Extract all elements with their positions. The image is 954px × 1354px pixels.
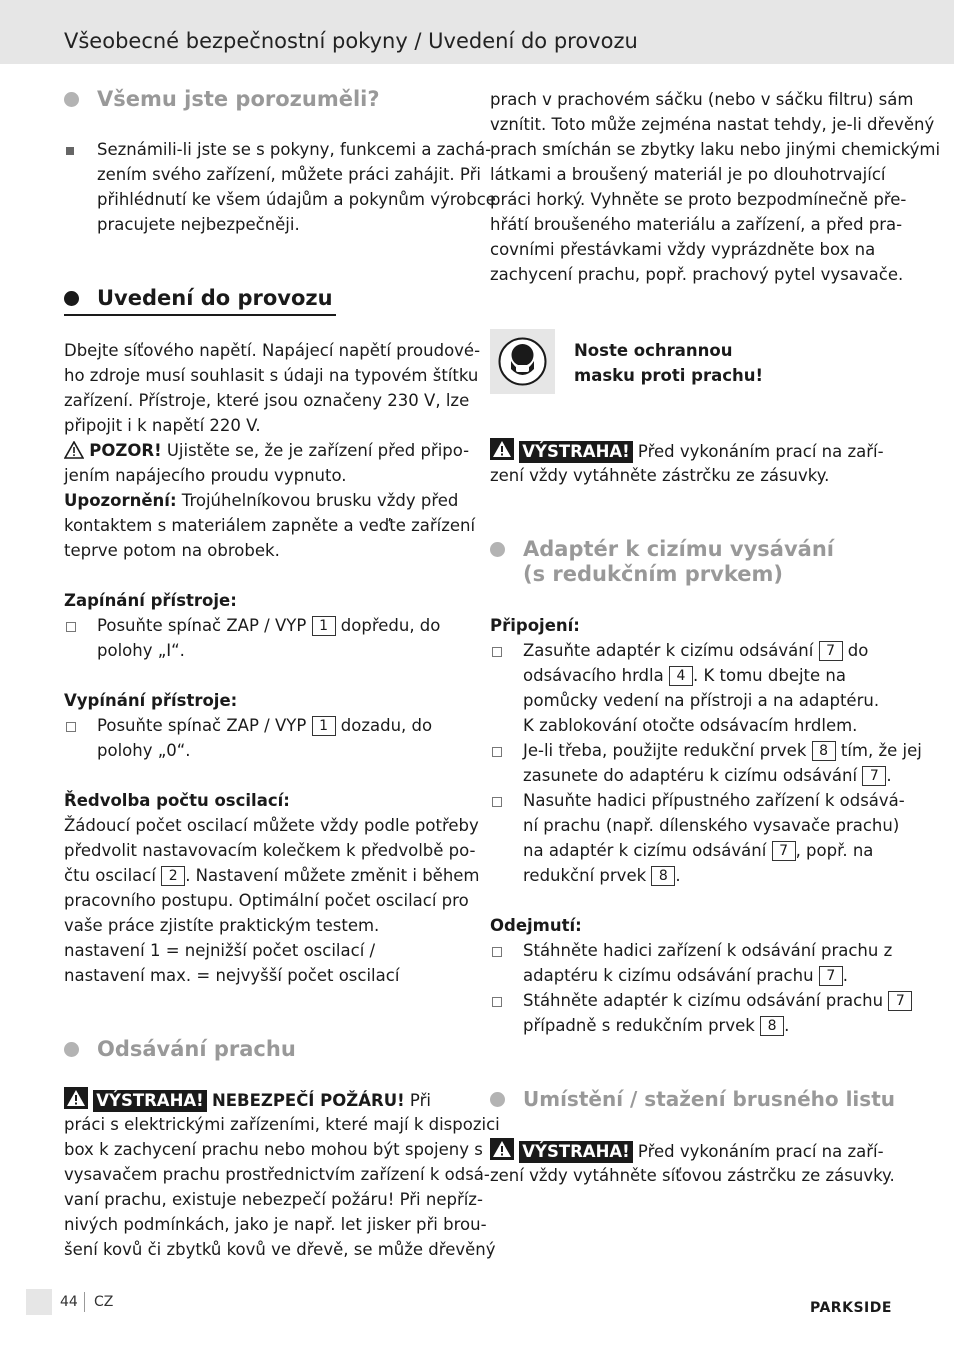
- subheading-switch-off: Vypínání přístroje:: [64, 691, 238, 710]
- checkbox-bullet-icon: [492, 997, 502, 1007]
- language-code: CZ: [94, 1294, 114, 1310]
- text-line: zení vždy vytáhněte zástrčku ze zásuvky.: [490, 466, 830, 485]
- bullet-dot-icon: [64, 291, 79, 306]
- text-line: nastavení 1 = nejnižší počet oscilací /: [64, 941, 376, 960]
- page-header: [0, 0, 954, 64]
- note-label: Upozornění:: [64, 491, 177, 510]
- warning-triangle-icon: [490, 1138, 514, 1160]
- checkbox-bullet-icon: [66, 722, 76, 732]
- text-line: pracovního postupu. Optimální počet oscilací pro: [64, 891, 469, 910]
- text-line: Dbejte síťového napětí. Napájecí napětí proudové-: [64, 341, 481, 360]
- text-line: Stáhněte adaptér k cizímu odsávání prachu 7: [523, 988, 912, 1013]
- text-line: vysavačem prachu prostřednictvím zařízení k odsá-: [64, 1165, 490, 1184]
- warning-badge: VÝSTRAHA!: [519, 441, 632, 463]
- text-line: předvolit nastavovacím kolečkem k předvolbě po-: [64, 841, 476, 860]
- subheading-connect: Připojení:: [490, 616, 580, 635]
- text-line: vznítit. Toto může zejména nastat tehdy, je-li dřevěný: [490, 115, 935, 134]
- warning-triangle-icon: [490, 438, 514, 460]
- part-number-box: 7: [772, 841, 796, 861]
- text-line: odsávacího hrdla 4 . K tomu dbejte na: [523, 666, 846, 685]
- bullet-dot-icon: [490, 1092, 505, 1107]
- text-line: zení vždy vytáhněte síťovou zástrčku ze zásuvky.: [490, 1166, 895, 1185]
- text-line: covními přestávkami vždy vyprázdněte box na: [490, 240, 876, 259]
- text-line: práci horký. Vyhněte se proto bezpodmínečně pře-: [490, 190, 907, 209]
- text-line: Posuňte spínač ZAP / VYP 1 dopředu, do: [97, 616, 441, 635]
- checkbox-bullet-icon: [492, 747, 502, 757]
- checkbox-bullet-icon: [66, 622, 76, 632]
- text-line: práci s elektrickými zařízeními, které mají k dispozici: [64, 1115, 500, 1134]
- part-number-box: 1: [312, 616, 336, 636]
- text-line: zením svého zařízení, můžete práci zahájit. Při: [97, 165, 481, 184]
- warning-badge: VÝSTRAHA!: [93, 1090, 206, 1112]
- page-number: 44: [60, 1294, 78, 1310]
- brand-logo: PARKSIDE: [810, 1300, 892, 1316]
- text-line: Stáhněte hadici zařízení k odsávání prachu z: [523, 941, 893, 960]
- text-line: redukční prvek 8 .: [523, 866, 681, 885]
- square-bullet-icon: [66, 147, 74, 155]
- text-line: nastavení max. = nejvyšší počet oscilací: [64, 966, 400, 985]
- heading-underline: [64, 314, 336, 316]
- text-line: Nasuňte hadici přípustného zařízení k odsává-: [523, 791, 905, 810]
- text-line: nivých podmínkách, jako je např. let jisker při brou-: [64, 1215, 487, 1234]
- bullet-dot-icon: [64, 1042, 79, 1057]
- text-line: ní prachu (např. dílenského vysavače prachu): [523, 816, 900, 835]
- text-line: pracujete nejbezpečněji.: [97, 215, 300, 234]
- text-line: hřátí broušeného materiálu a zařízení, a před pra-: [490, 215, 903, 234]
- subheading-remove: Odejmutí:: [490, 916, 582, 935]
- footer-marker: [26, 1289, 52, 1315]
- text-line: látkami a broušený materiál je po dlouhotrvající: [490, 165, 886, 184]
- text-line: zařízení. Přístroje, které jsou označeny 230 V, lze: [64, 391, 470, 410]
- text-line: Posuňte spínač ZAP / VYP 1 dozadu, do: [97, 716, 433, 735]
- bullet-dot-icon: [64, 92, 79, 107]
- text-line: prach v prachovém sáčku (nebo v sáčku filtru) sám: [490, 90, 914, 109]
- part-number-box: 8: [812, 741, 836, 761]
- page-title: Všeobecné bezpečnostní pokyny / Uvedení do provozu: [64, 29, 638, 53]
- part-number-box: 7: [862, 766, 886, 786]
- mask-notice-line: masku proti prachu!: [574, 366, 764, 385]
- part-number-box: 8: [760, 1016, 784, 1036]
- fire-hazard-label: NEBEZPEČÍ POŽÁRU!: [211, 1091, 405, 1110]
- part-number-box: 8: [651, 866, 675, 886]
- checkbox-bullet-icon: [492, 947, 502, 957]
- text-line: připojit i k napětí 220 V.: [64, 416, 261, 435]
- bullet-dot-icon: [490, 542, 505, 557]
- part-number-box: 7: [819, 641, 843, 661]
- text-line: vaše práce zjistíte praktickým testem.: [64, 916, 380, 935]
- caution-label: POZOR!: [89, 441, 162, 460]
- text-line: polohy „0“.: [97, 741, 191, 760]
- mask-notice-line: Noste ochrannou: [574, 341, 733, 360]
- text-line: vaní prachu, existuje nebezpečí požáru! Při nepříz-: [64, 1190, 483, 1209]
- text-line: adaptéru k cizímu odsávání prachu 7 .: [523, 966, 849, 985]
- footer-divider: [84, 1292, 85, 1312]
- checkbox-bullet-icon: [492, 647, 502, 657]
- warning-line: VÝSTRAHA! Před vykonáním prací na zaří-: [490, 1138, 884, 1164]
- warning-badge: VÝSTRAHA!: [519, 1141, 632, 1163]
- text-line: box k zachycení prachu nebo mohou být spojeny s: [64, 1140, 483, 1159]
- text-line: kontaktem s materiálem zapněte a veďte zařízení: [64, 516, 476, 535]
- text-line: prach smíchán se zbytky laku nebo jinými chemickými: [490, 140, 941, 159]
- text-line: zachycení prachu, popř. prachový pytel vysavače.: [490, 265, 904, 284]
- dust-mask-icon: [490, 329, 555, 394]
- text-line: teprve potom na obrobek.: [64, 541, 280, 560]
- text-line: ho zdroje musí souhlasit s údaji na typovém štítku: [64, 366, 479, 385]
- text-line: Seznámili-li jste se s pokyny, funkcemi a zachá-: [97, 140, 492, 159]
- warning-triangle-icon: [64, 1087, 88, 1109]
- warning-line: VÝSTRAHA! Před vykonáním prací na zaří-: [490, 438, 884, 464]
- text-line: Je-li třeba, použijte redukční prvek 8 tím, že jej: [523, 741, 922, 760]
- part-number-box: 4: [669, 666, 693, 686]
- part-number-box: 7: [888, 991, 912, 1011]
- caution-line: POZOR! Ujistěte se, že je zařízení před připo-: [64, 438, 469, 463]
- text-line: čtu oscilací 2 . Nastavení můžete změnit i během: [64, 866, 480, 885]
- part-number-box: 1: [312, 716, 336, 736]
- text-line: na adaptér k cizímu odsávání 7 , popř. na: [523, 841, 874, 860]
- checkbox-bullet-icon: [492, 797, 502, 807]
- part-number-box: 2: [161, 866, 185, 886]
- text-line: případně s redukčním prvek 8 .: [523, 1016, 790, 1035]
- warning-triangle-icon: [64, 441, 84, 459]
- text-line: jením napájecího proudu vypnuto.: [64, 466, 347, 485]
- text-line: Zasuňte adaptér k cizímu odsávání 7 do: [523, 641, 869, 660]
- part-number-box: 7: [819, 966, 843, 986]
- text-line: polohy „I“.: [97, 641, 185, 660]
- subheading-switch-on: Zapínání přístroje:: [64, 591, 237, 610]
- text-line: šení kovů či zbytků kovů ve dřevě, se může dřevěný: [64, 1240, 496, 1259]
- warning-line: VÝSTRAHA! NEBEZPEČÍ POŽÁRU! Při: [64, 1087, 431, 1113]
- text-line: K zablokování otočte odsávacím hrdlem.: [523, 716, 858, 735]
- text-line: přihlédnutí ke všem údajům a pokynům výrobce: [97, 190, 496, 209]
- subheading-oscillation: Ředvolba počtu oscilací:: [64, 791, 290, 810]
- note-line: Upozornění: Trojúhelníkovou brusku vždy před: [64, 491, 459, 510]
- text-line: pomůcky vedení na přístroji a na adaptéru.: [523, 691, 880, 710]
- text-line: zasunete do adaptéru k cizímu odsávání 7 .: [523, 766, 892, 785]
- text-line: Žádoucí počet oscilací můžete vždy podle potřeby: [64, 816, 479, 835]
